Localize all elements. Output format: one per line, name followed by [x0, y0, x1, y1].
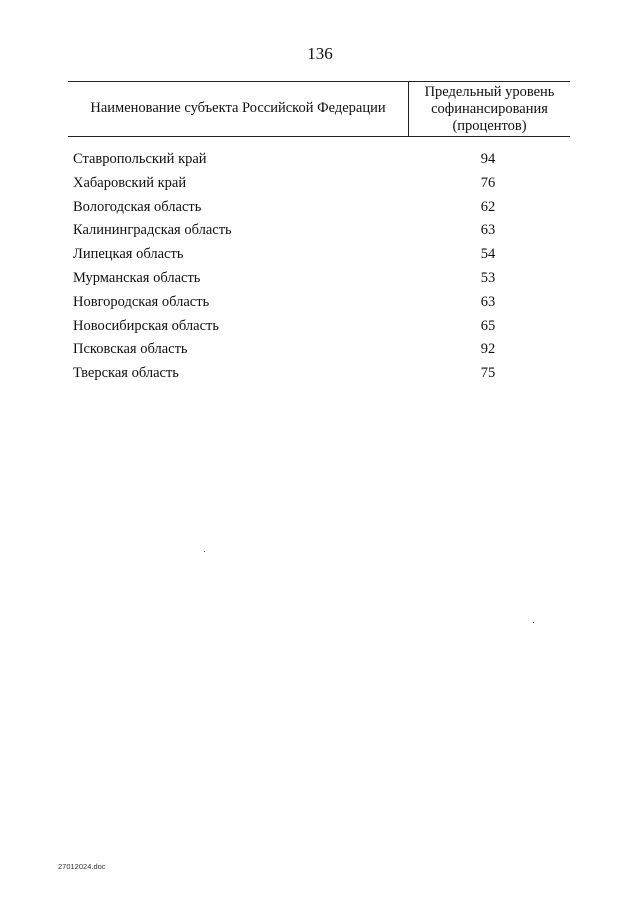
region-name: Новгородская область — [73, 293, 210, 310]
cofinancing-level: 92 — [480, 341, 496, 358]
region-name: Ставропольский край — [73, 151, 207, 167]
table-row — [0, 318, 640, 342]
footer-filename: 27012024.doc — [58, 862, 106, 871]
region-name: Мурманская область — [73, 269, 201, 286]
table-row — [0, 270, 640, 294]
header-level-line: Предельный уровень — [424, 84, 555, 100]
scan-speck — [533, 622, 534, 623]
region-name: Липецкая область — [73, 246, 184, 263]
page-number: 136 — [307, 44, 333, 63]
cofinancing-level: 76 — [480, 174, 496, 191]
table-row — [0, 294, 640, 318]
table-row — [0, 222, 640, 246]
region-name: Хабаровский край — [73, 174, 187, 191]
table-top-rule — [68, 81, 570, 82]
table-row — [0, 246, 640, 270]
region-name: Калининградская область — [73, 222, 232, 239]
table-header-bottom-rule — [68, 136, 570, 137]
header-level — [409, 84, 570, 135]
cofinancing-level: 94 — [480, 151, 496, 167]
cofinancing-level: 54 — [480, 246, 496, 263]
region-name: Новосибирская область — [73, 317, 219, 334]
cofinancing-level: 63 — [480, 293, 496, 310]
table-row — [0, 175, 640, 199]
table-row — [0, 365, 640, 389]
cofinancing-level: 53 — [480, 269, 496, 286]
header-level-line: софинансирования — [431, 101, 548, 117]
region-name: Псковская область — [73, 341, 188, 358]
header-level-line: (процентов) — [452, 118, 527, 134]
table-row — [0, 199, 640, 223]
table-row — [0, 151, 640, 175]
header-region: Наименование субъекта Российской Федерации — [90, 100, 386, 116]
cofinancing-level: 63 — [480, 222, 496, 239]
region-name: Вологодская область — [73, 198, 202, 215]
cofinancing-level: 65 — [480, 317, 496, 334]
table-body — [0, 151, 640, 389]
table-row — [0, 341, 640, 365]
scan-speck — [204, 551, 205, 552]
cofinancing-level: 62 — [480, 198, 496, 215]
cofinancing-level: 75 — [480, 365, 496, 382]
region-name: Тверская область — [73, 365, 179, 382]
